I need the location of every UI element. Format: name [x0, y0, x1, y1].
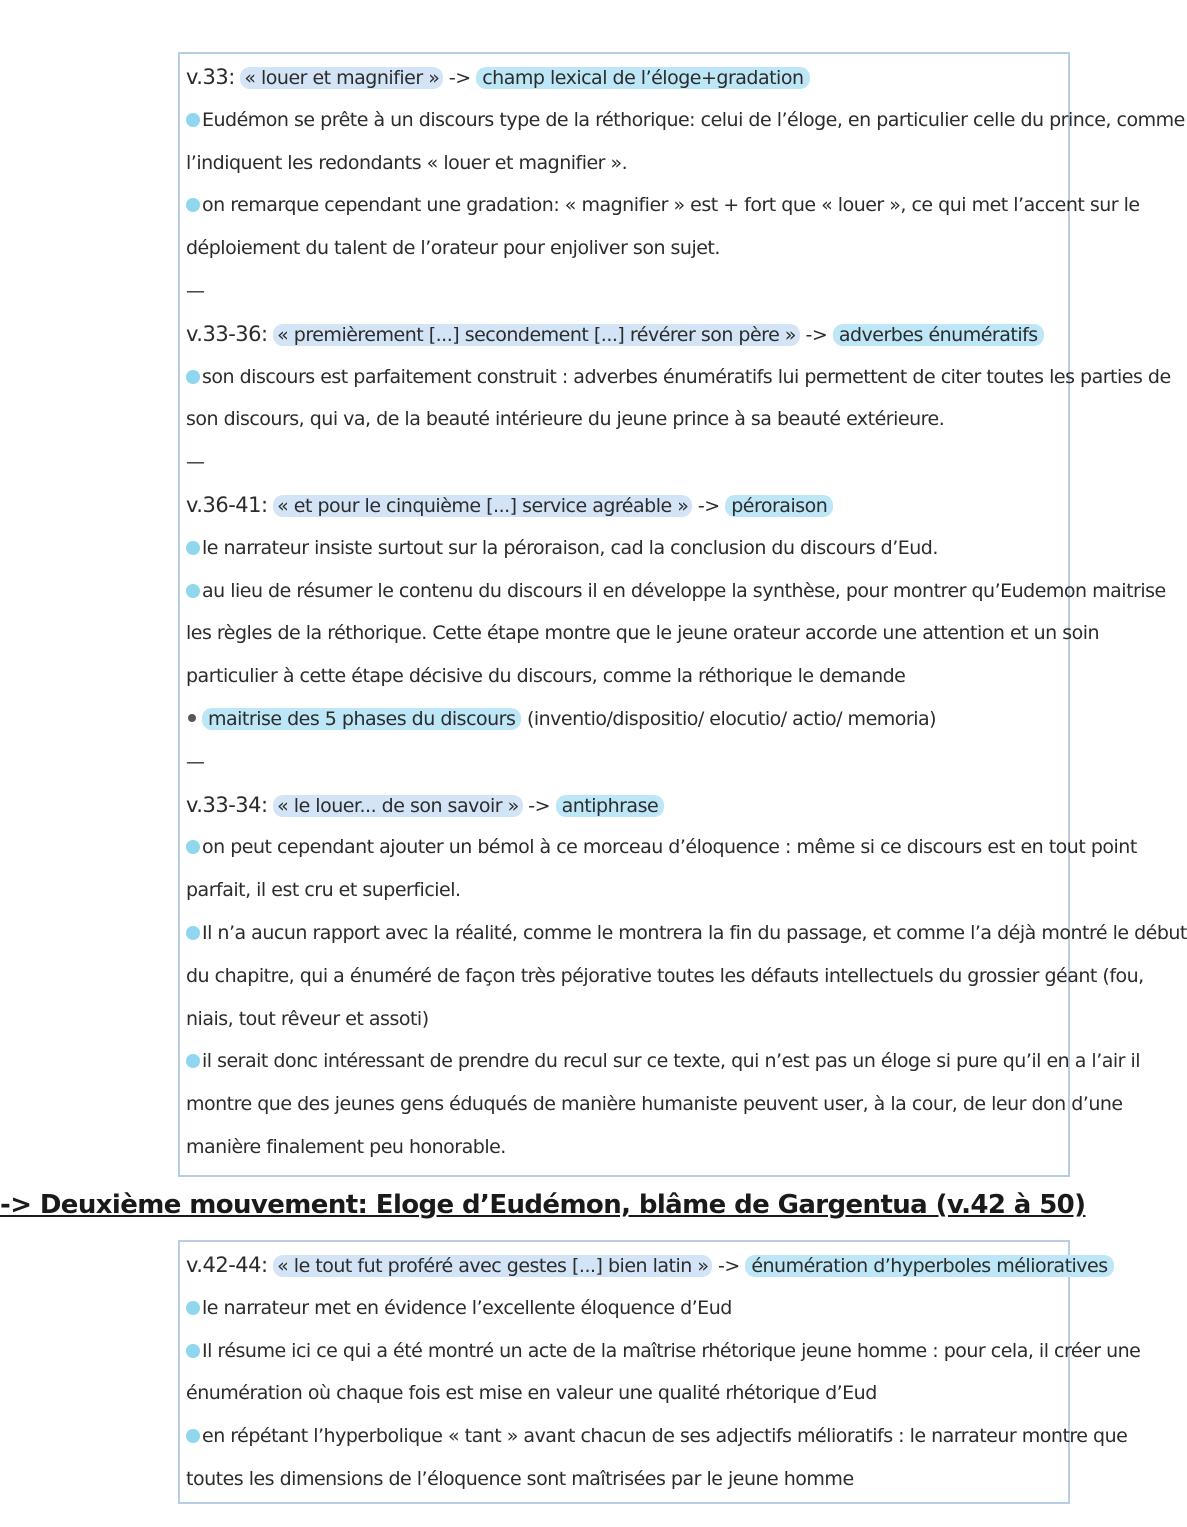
arrow: -> [528, 794, 551, 817]
figure-of-speech: adverbes énumératifs [833, 324, 1044, 346]
note-line: Il n’a aucun rapport avec la réalité, comme le montrera la fin du passage, et comme l’a déjà montré le début [186, 912, 1060, 955]
highlight: maitrise des 5 phases du discours [202, 708, 521, 730]
arrow: -> [448, 67, 471, 89]
arrow: -> [805, 323, 828, 346]
bullet-icon [186, 541, 200, 555]
bullet-icon [186, 113, 200, 127]
quote: « premièrement [...] secondement [...] révérer son père » [273, 324, 800, 346]
note-line: déploiement du talent de l’orateur pour enjoliver son sujet. [186, 237, 720, 260]
entry-header [186, 313, 1060, 356]
note-line: le narrateur met en évidence l’excellente éloquence d’Eud [186, 1287, 1060, 1330]
note-line: son discours, qui va, de la beauté intérieure du jeune prince à sa beauté extérieure. [186, 408, 945, 431]
note-line: Il résume ici ce qui a été montré un acte de la maîtrise rhétorique jeune homme : pour cela, il créer une [186, 1330, 1060, 1373]
bullet-icon [186, 370, 200, 384]
note-line: son discours est parfaitement construit : adverbes énumératifs lui permettent de citer toutes les parties de [186, 356, 1060, 399]
separator: — [186, 279, 205, 302]
note-line: on remarque cependant une gradation: « magnifier » est + fort que « louer », ce qui met l’accent sur le [186, 184, 1060, 227]
bullet-icon [186, 198, 200, 212]
section-heading: -> Deuxième mouvement: Eloge d’Eudémon, blâme de Gargentua (v.42 à 50) [0, 1190, 1086, 1220]
note-line: les règles de la réthorique. Cette étape montre que le jeune orateur accorde une attention et un soin [186, 622, 1100, 645]
verse-ref: v.33: [186, 65, 235, 89]
note-line: énumération où chaque fois est mise en valeur une qualité rhétorique d’Eud [186, 1382, 877, 1405]
separator: — [186, 750, 205, 773]
quote: « le tout fut proféré avec gestes [...] bien latin » [273, 1255, 712, 1277]
entry-header [186, 1244, 1108, 1287]
figure-of-speech: péroraison [725, 495, 833, 517]
note-line: particulier à cette étape décisive du discours, comme la réthorique le demande [186, 665, 906, 688]
bullet-icon [186, 1301, 200, 1315]
note-line: Eudémon se prête à un discours type de la réthorique: celui de l’éloge, en particulier celle du prince, comme [186, 99, 1060, 142]
bullet-icon [186, 840, 200, 854]
note-line: du chapitre, qui a énuméré de façon très péjorative toutes les défauts intellectuels du grossier géant (fou, [186, 964, 1144, 987]
bullet-icon [186, 926, 200, 940]
bullet-icon [186, 1054, 200, 1068]
arrow: -> [718, 1255, 740, 1277]
entry-header [186, 484, 1060, 527]
verse-ref: v.42-44: [186, 1253, 268, 1277]
verse-ref: v.33-34: [186, 792, 268, 817]
bullet-icon [188, 714, 196, 722]
note-line: en répétant l’hyperbolique « tant » avant chacun de ses adjectifs mélioratifs : le narrateur montre que [186, 1415, 1060, 1458]
quote: « louer et magnifier » [240, 67, 443, 89]
note-line: l’indiquent les redondants « louer et magnifier ». [186, 151, 628, 174]
note-line: au lieu de résumer le contenu du discours il en développe la synthèse, pour montrer qu’Eudemon maitrise [186, 570, 1060, 613]
note-line: toutes les dimensions de l’éloquence sont maîtrisées par le jeune homme [186, 1467, 854, 1490]
quote: « le louer... de son savoir » [273, 795, 523, 817]
arrow: -> [697, 494, 720, 517]
notes-box-1 [178, 52, 1187, 1177]
note-line: niais, tout rêveur et assoti) [186, 1007, 429, 1030]
note-line: manière finalement peu honorable. [186, 1135, 506, 1158]
note-line: on peut cependant ajouter un bémol à ce morceau d’éloquence : même si ce discours est en tout point [186, 826, 1060, 869]
quote: « et pour le cinquième [...] service agréable » [273, 495, 692, 517]
note-line: le narrateur insiste surtout sur la péroraison, cad la conclusion du discours d’Eud. [186, 527, 1060, 570]
bullet-icon [186, 1429, 200, 1443]
verse-ref: v.33-36: [186, 321, 268, 346]
verse-ref: v.36-41: [186, 492, 268, 517]
figure-of-speech: champ lexical de l’éloge+gradation [476, 67, 809, 89]
bullet-icon [186, 1344, 200, 1358]
separator: — [186, 451, 205, 474]
bullet-icon [186, 584, 200, 598]
note-line: montre que des jeunes gens éduqués de manière humaniste peuvent user, à la cour, de leur don d’une [186, 1093, 1123, 1116]
note-line: maitrise des 5 phases du discours (inventio/dispositio/ elocutio/ actio/ memoria) [186, 698, 1060, 741]
entry-header [186, 784, 1060, 827]
note-line: il serait donc intéressant de prendre du recul sur ce texte, qui n’est pas un éloge si pure qu’il en a l’air il [186, 1040, 1060, 1083]
figure-of-speech: antiphrase [556, 795, 665, 817]
entry-header [186, 56, 1060, 99]
figure-of-speech: énumération d’hyperboles mélioratives [745, 1255, 1113, 1277]
note-line: parfait, il est cru et superficiel. [186, 879, 461, 902]
notes-box-2 [178, 1240, 1141, 1504]
